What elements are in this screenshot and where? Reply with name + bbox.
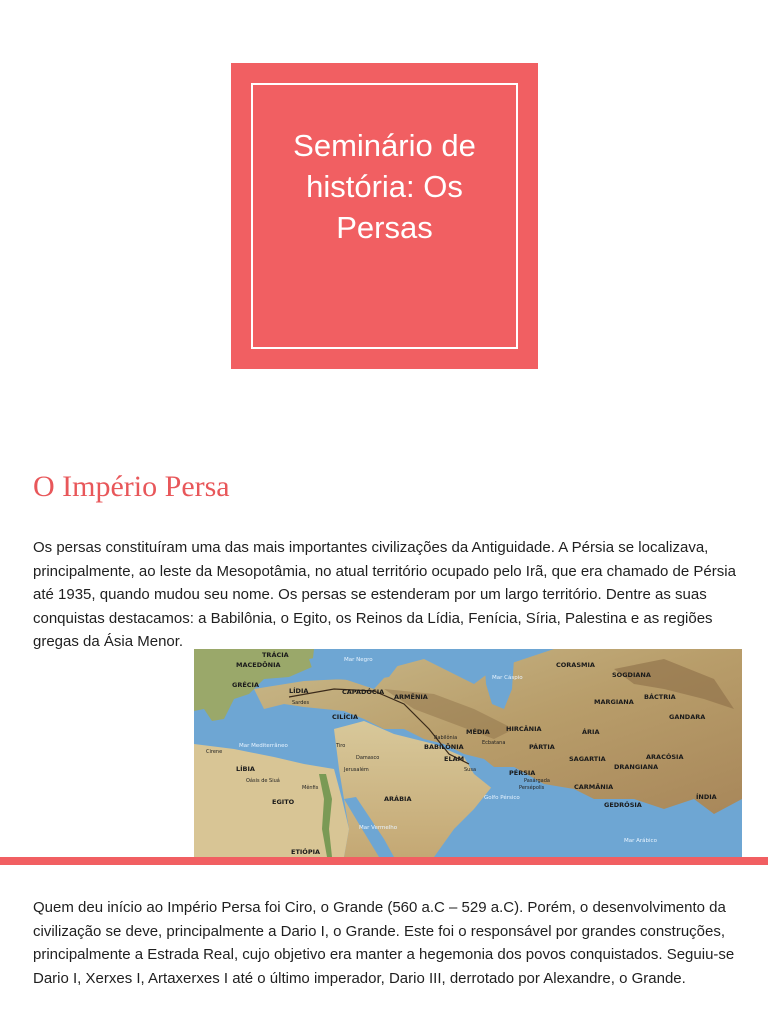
label-lidia: LÍDIA [289,687,309,695]
label-mar-negro: Mar Negro [344,657,373,663]
title-card-frame [251,83,518,349]
label-drangiana: DRANGIANA [614,763,659,771]
label-city-menfis: Mênfis [302,785,319,791]
label-arabia: ARÁBIA [384,795,412,803]
map-image [194,649,742,857]
persian-empire-map [194,649,742,857]
label-tracia: TRÁCIA [262,651,289,659]
label-etiopia: ETIÓPIA [291,848,321,856]
label-mar-caspio: Mar Cáspio [492,675,523,681]
label-gandara: GANDARA [669,713,706,721]
label-egito: EGITO [272,798,295,806]
label-city-tiro: Tiro [336,743,346,749]
intro-paragraph: Os persas constituíram uma das mais importantes civilizações da Antiguidade. A Pérsia se localizava, principalmente, ao leste da Mesopotâmia, no atual território ocupado pelo Irã, que era chamado de Pérsia até 1935, quando mudou seu nome. Os persas se estenderam por um largo território. Dentre as suas conquistas destacamos: a Babilônia, o Egito, os Reinos da Lídia, Fenícia, Síria, Palestina e as regiões gregas da Ásia Menor. [33,539,736,650]
label-city-damasco: Damasco [356,755,380,761]
label-media: MÉDIA [466,728,490,736]
label-mar-arabico: Mar Arábico [624,838,657,844]
label-city-pasargada: Pasárgada [524,778,550,784]
label-city-cirene: Cirene [206,749,223,755]
label-margiana: MARGIANA [594,698,634,706]
label-babilonia: BABILÔNIA [424,743,464,751]
label-sogdiana: SOGDIANA [612,671,651,679]
label-mar-mediterraneo: Mar Mediterrâneo [239,743,288,749]
section-heading: O Império Persa [33,470,230,503]
label-aracosia: ARACÓSIA [646,753,684,761]
label-armenia: ARMÊNIA [394,693,428,701]
label-hircania: HIRCÂNIA [506,725,542,733]
label-macedonia: MACEDÔNIA [236,661,281,669]
label-city-ecbatana: Ecbatana [482,740,506,746]
label-city-jerusalem: Jerusalém [344,767,369,773]
label-carmania: CARMÂNIA [574,783,614,791]
title-card [231,63,538,369]
label-mar-vermelho: Mar Vermelho [359,825,398,831]
label-cilicia: CILÍCIA [332,713,358,721]
label-corasmia: CORASMIA [556,661,595,669]
document-title: Seminário de história: Os Persas [293,128,476,245]
section-divider [0,857,768,865]
label-elam: ELAM [444,755,465,763]
label-city-sardes: Sardes [292,700,310,706]
label-city-siua: Oásis de Siuá [246,778,280,784]
label-libia: LÍBIA [236,765,255,773]
label-grecia: GRÉCIA [232,681,259,689]
label-aria: ÁRIA [582,728,600,736]
label-golfo-persico: Golfo Pérsico [484,795,520,801]
label-bactria: BÁCTRIA [644,693,676,701]
label-capadocia: CAPADÓCIA [342,688,385,696]
label-sagartia: SAGARTIA [569,755,606,763]
history-paragraph: Quem deu início ao Império Persa foi Ciro, o Grande (560 a.C – 529 a.C). Porém, o desenvolvimento da civilização se deve, principalmente a Dario I, o Grande. Este foi o responsável por grandes construções, principalmente a Estrada Real, cujo objetivo era manter a hegemonia dos povos conquistados. Seguiu-se Dario I, Xerxes I, Artaxerxes I até o último imperador, Dario III, derrotado por Alexandre, o Grande. [33,899,735,987]
label-partia: PÁRTIA [529,743,555,751]
label-persia: PÉRSIA [509,769,536,777]
label-city-babilonia: Babilônia [434,735,458,741]
label-india: ÍNDIA [696,793,717,801]
label-city-susa: Susa [464,767,477,773]
label-gedrosia: GEDRÓSIA [604,801,642,809]
label-city-persepolis: Persépolis [519,785,545,791]
